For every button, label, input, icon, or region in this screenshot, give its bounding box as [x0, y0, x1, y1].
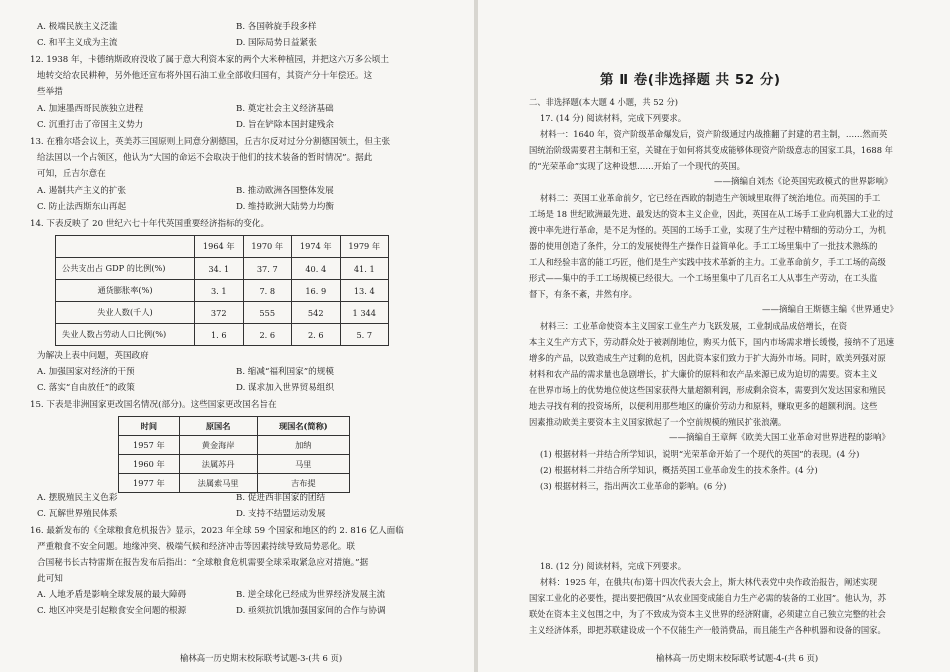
table-row [56, 324, 389, 346]
text-line: 可知，丘吉尔意在 [37, 169, 106, 179]
table-cell: 法属索马里 [179, 474, 257, 493]
table-cell: 1. 6 [195, 324, 244, 346]
text-line: 14. 下表反映了 20 世纪六七十年代英国重要经济指标的变化。 [30, 219, 270, 229]
text-line: 增多的产品，以致造成生产过剩的危机，因此资本家们致力于扩大海外市场。同时，欧美列强对原 [529, 353, 886, 363]
text-line: D. 亟须抗饥饿加强国家间的合作与协调 [236, 606, 386, 616]
text-line: C. 落实“自由放任”的政策 [37, 383, 135, 393]
table-cell: 2. 6 [292, 324, 341, 346]
text-line: B. 缩减“福利国家”的规模 [236, 367, 334, 377]
table-row [119, 436, 350, 455]
country-rename-table [118, 416, 350, 493]
year-header: 1964 年 [195, 236, 244, 258]
text-line: 形式——集中的手工工场规模已经很大。一个工场里集中了几百名工人从事生产劳动，在工头监 [529, 273, 878, 283]
column-header: 现国名(简称) [257, 417, 349, 436]
table-cell: 34. 1 [195, 258, 244, 280]
text-line: B. 奠定社会主义经济基础 [236, 104, 334, 114]
text-line: 国统治阶级需要君主制和王室，关键在于如何将其变成能够体现资产阶级意志的国家工具，1688 年 [529, 145, 893, 155]
table-cell: 1957 年 [119, 436, 180, 455]
year-header: 1979 年 [340, 236, 389, 258]
text-line: 材料三：工业革命使资本主义国家工业生产力飞跃发展，工业制成品成倍增长，在资 [540, 321, 847, 331]
text-line: 给法国以一个占领区，他认为“大国的命运不会取决于他们的技术装备的暂时情况”。据此 [37, 153, 373, 163]
text-line: 地去寻找有利的投资场所，以便利用那些地区的廉价劳动力和原料，赚取更多的超额利润。这些 [529, 401, 878, 411]
text-line: 材料二：英国工业革命前夕，它已经在西欧的制造生产领域里取得了统治地位。而英国的手工 [540, 193, 881, 203]
table-cell: 40. 4 [292, 258, 341, 280]
table-cell: 555 [243, 302, 292, 324]
table-cell: 37. 7 [243, 258, 292, 280]
text-line: A. 加强国家对经济的干预 [37, 367, 135, 377]
text-line: C. 防止法西斯东山再起 [37, 202, 127, 212]
table-cell: 2. 6 [243, 324, 292, 346]
text-line: 17. (14 分) 阅读材料，完成下列要求。 [540, 113, 686, 123]
text-line: 些举措 [37, 87, 63, 97]
table-corner-cell [56, 236, 195, 258]
text-line: D. 旨在铲除本国封建残余 [236, 120, 334, 130]
source-citation: ——摘编自刘杰《论英国宪政模式的世界影响》 [714, 177, 893, 187]
text-line: 材料一：1640 年，资产阶级革命爆发后，资产阶级通过内战推翻了封建的君主制，……然而英 [540, 129, 888, 139]
text-line: A. 加速墨西哥民族独立进程 [37, 104, 144, 114]
text-line: C. 瓦解世界殖民体系 [37, 509, 118, 519]
text-line: A. 极端民族主义泛滥 [37, 22, 118, 32]
text-line: 联处在资本主义包围之中，为了不致成为资本主义世界的经济附庸，必须建立自己独立完整的社会 [529, 609, 886, 619]
text-line: 在世界市场上的优势地位使这些国家获得大量超额利润，形成剩余资本，需要到欠发达国家和殖民 [529, 385, 886, 395]
text-line: A. 人地矛盾是影响全球发展的最大障碍 [37, 590, 187, 600]
text-line: (3) 根据材料三，指出两次工业革命的影响。(6 分) [540, 481, 727, 491]
right-page-footer: 榆林高一历史期末校际联考试题-4-(共 6 页) [656, 653, 819, 663]
table-cell: 3. 1 [195, 280, 244, 302]
source-citation: ——摘编自王章辉《欧美大国工业革命对世界进程的影响》 [669, 433, 891, 443]
table-cell: 41. 1 [340, 258, 389, 280]
text-line: C. 地区冲突是引起粮食安全问题的根源 [37, 606, 187, 616]
section-title: 第 Ⅱ 卷(非选择题 共 52 分) [600, 72, 781, 88]
text-line: B. 各国斡旋手段多样 [236, 22, 317, 32]
table-cell: 1 344 [340, 302, 389, 324]
text-line: 渡中率先进行革命，是不足为怪的。英国的工场手工业，实现了生产过程中精细的劳动分工，为机 [529, 225, 886, 235]
text-line: 器的使用创造了条件，分工的发展使得生产操作日益简单化。手工工场里集中了一批技术熟练的 [529, 241, 878, 251]
text-line: 材料：1925 年，在俄共(布)第十四次代表大会上，斯大林代表党中央作政治报告，阐述实现 [540, 577, 878, 587]
table-cell: 13. 4 [340, 280, 389, 302]
column-header: 原国名 [179, 417, 257, 436]
text-line: 18. (12 分) 阅读材料，完成下列要求。 [540, 561, 686, 571]
text-line: D. 维持欧洲大陆势力均衡 [236, 202, 334, 212]
text-line: B. 逆全球化已经成为世界经济发展主流 [236, 590, 386, 600]
table-cell: 16. 9 [292, 280, 341, 302]
table-row [56, 280, 389, 302]
table-cell: 372 [195, 302, 244, 324]
table-cell: 法属苏丹 [179, 455, 257, 474]
economic-indicators-table [55, 235, 389, 346]
left-page-footer: 榆林高一历史期末校际联考试题-3-(共 6 页) [180, 653, 343, 663]
table-header-row [119, 417, 350, 436]
year-header: 1970 年 [243, 236, 292, 258]
text-line: 工场是 18 世纪欧洲最先进、最发达的资本主义企业，因此，英国在从工场手工业向机器大工业的过 [529, 209, 894, 219]
text-line: A. 摆脱殖民主义色彩 [37, 493, 118, 503]
text-line: (2) 根据材料二并结合所学知识，概括英国工业革命发生的技术条件。(4 分) [540, 465, 818, 475]
text-line: 12. 1938 年，卡德纳斯政府没收了属于意大利资本家的两个大米种植园，并把这六万多公顷土 [30, 55, 389, 65]
row-label: 失业人数占劳动人口比例(%) [56, 324, 195, 346]
table-row [56, 258, 389, 280]
text-line: 地转交给农民耕种，另外他还宣布将外国石油工业全部收归国有，其资产分十年偿还。这 [37, 71, 373, 81]
table-row [119, 455, 350, 474]
text-line: A. 遏制共产主义的扩张 [37, 186, 127, 196]
text-line: 工人和经验丰富的能工巧匠，他们是生产实践中技术革新的主力。工业革命前夕，手工工场的高级 [529, 257, 886, 267]
table-cell: 吉布提 [257, 474, 349, 493]
source-citation: ——摘编自王斯德主编《世界通史》 [762, 305, 899, 315]
text-line: 此可知 [37, 574, 63, 584]
text-line: 合国秘书长古特雷斯在报告发布后指出：“全球粮食危机需要全球采取紧急应对措施。”据 [37, 558, 369, 568]
text-line: 二、非选择题(本大题 4 小题，共 52 分) [529, 97, 679, 107]
table-cell: 1960 年 [119, 455, 180, 474]
row-label: 失业人数(千人) [56, 302, 195, 324]
table-cell: 马里 [257, 455, 349, 474]
text-line: 督下，有条不紊，井然有序。 [529, 289, 637, 299]
year-header: 1974 年 [292, 236, 341, 258]
table-row [119, 474, 350, 493]
table-header-row [56, 236, 389, 258]
text-line: 为解决上表中问题，英国政府 [37, 351, 149, 361]
table-cell: 加纳 [257, 436, 349, 455]
text-line: 15. 下表是非洲国家更改国名情况(部分)。这些国家更改国名旨在 [30, 400, 277, 410]
text-line: B. 促进西非国家的团结 [236, 493, 326, 503]
table-cell: 1977 年 [119, 474, 180, 493]
text-line: 主义经济体系，即把苏联建设成一个不仅能生产一般消费品，而且能生产各种机器和设备的国家。 [529, 625, 886, 635]
text-line: D. 国际局势日益紧张 [236, 38, 317, 48]
table-cell: 542 [292, 302, 341, 324]
row-label: 公共支出占 GDP 的比例(%) [56, 258, 195, 280]
table-cell: 黄金海岸 [179, 436, 257, 455]
text-line: 本主义生产方式下，劳动群众处于被剥削地位，购买力低下，国内市场需求增长缓慢，接纳不了迅速 [529, 337, 895, 347]
table-row [56, 302, 389, 324]
text-line: 国家工业化的必要性，提出要把俄国“从农业国变成能自力生产必需的装备的工业国”。他认为，苏 [529, 593, 886, 603]
text-line: C. 和平主义成为主流 [37, 38, 118, 48]
table-cell: 7. 8 [243, 280, 292, 302]
text-line: D. 谋求加入世界贸易组织 [236, 383, 334, 393]
text-line: 因素推动欧美主要资本主义国家掀起了一个空前规模的殖民扩张浪潮。 [529, 417, 787, 427]
table-cell: 5. 7 [340, 324, 389, 346]
row-label: 通货膨胀率(%) [56, 280, 195, 302]
text-line: 材料和农产品的需求量也急剧增长，扩大廉价的原料和农产品来源已成为迫切的需要。资本主义 [529, 369, 878, 379]
text-line: 的“光荣革命”实现了这种设想……开始了一个现代的英国。 [529, 161, 745, 171]
text-line: C. 沉重打击了帝国主义势力 [37, 120, 144, 130]
column-header: 时间 [119, 417, 180, 436]
text-line: (1) 根据材料一并结合所学知识，说明“光荣革命开始了一个现代的英国”的表现。(4 分) [540, 449, 860, 459]
text-line: D. 支持不结盟运动发展 [236, 509, 326, 519]
text-line: 严重粮食不安全问题。地缘冲突、极端气候和经济冲击等因素持续导致局势恶化。联 [37, 542, 355, 552]
text-line: 13. 在雅尔塔会议上，英美苏三国原则上同意分割德国，丘吉尔反对过分分割德国领土，但主张 [30, 137, 391, 147]
text-line: B. 推动欧洲各国整体发展 [236, 186, 334, 196]
text-line: 16. 最新发布的《全球粮食危机报告》显示，2023 年全球 59 个国家和地区的约 2. 816 亿人面临 [30, 526, 404, 536]
